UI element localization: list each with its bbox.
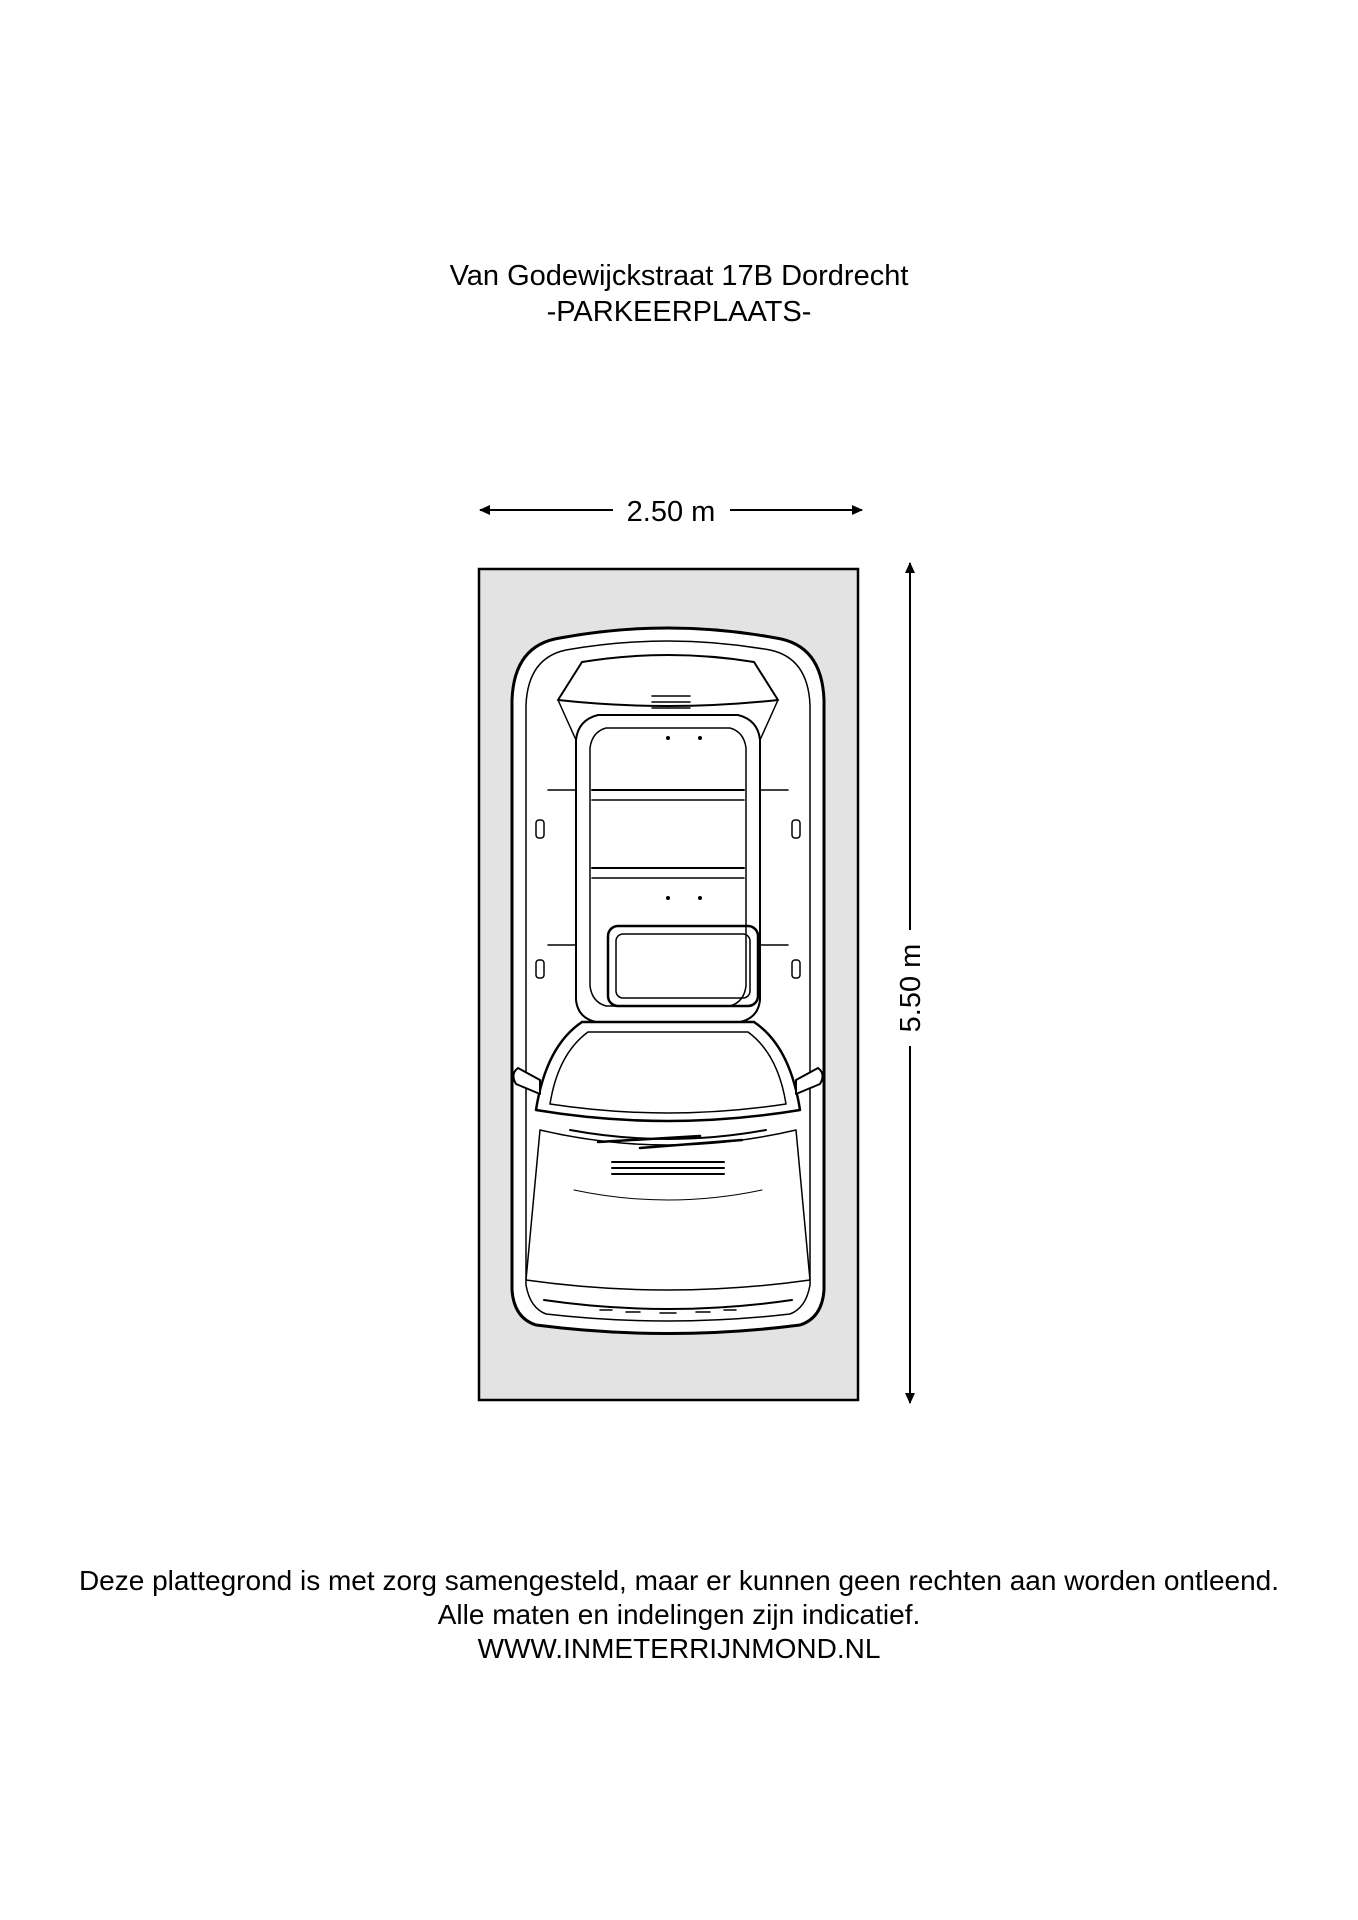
length-label: 5.50 m <box>895 943 927 1033</box>
address-title: Van Godewijckstraat 17B Dordrecht <box>449 260 909 292</box>
width-dimension <box>480 496 862 528</box>
website-text: WWW.INMETERRIJNMOND.NL <box>477 1633 881 1664</box>
plan-subtitle: -PARKEERPLAATS- <box>546 296 812 328</box>
disclaimer-text: Deze plattegrond is met zorg samengesteld, maar er kunnen geen rechten aan worden ontleend. <box>78 1565 1280 1596</box>
car-icon <box>512 628 824 1334</box>
footer-block <box>0 1564 1358 1666</box>
width-label: 2.50 m <box>626 496 716 528</box>
indicative-note: Alle maten en indelingen zijn indicatief. <box>437 1599 921 1630</box>
length-dimension <box>895 563 927 1403</box>
